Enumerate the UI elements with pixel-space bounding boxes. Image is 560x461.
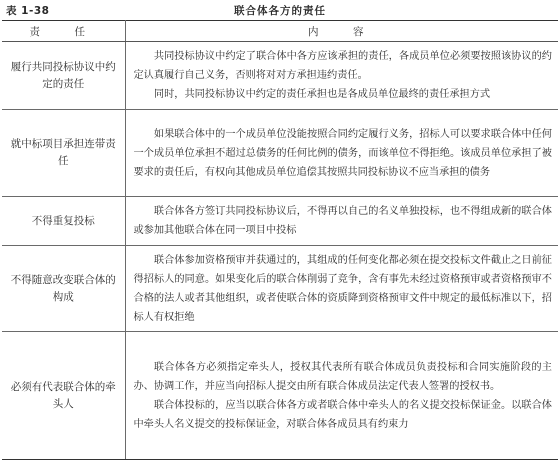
table-title: 联合体各方的责任 [234, 5, 326, 17]
content-paragraph: 联合体参加资格预审并获通过的，其组成的任何变化都必须在提交投标文件截止之日前征得招标人的同意。如果变化后的联合体削弱了竞争，含有事先未经过资格预审或者资格预审不合格的法人或者其他组织，或者使联合体的资质降到资格预审文件中规定的最低标准以下，招标人有权拒绝 [133, 254, 552, 323]
content-paragraph: 共同投标协议中约定了联合体中各方应该承担的责任，各成员单位必须要按照该协议的约定认真履行自己义务，否则将对对方承担违约责任。 [133, 51, 552, 81]
content-paragraph: 联合体各方必须指定牵头人，授权其代表所有联合体成员负责投标和合同实施阶段的主办、协调工作，并应当向招标人提交由所有联合体成员法定代表人签署的授权书。 [133, 361, 552, 392]
table-row [2, 332, 558, 460]
table-row [2, 42, 558, 110]
header-row [2, 21, 558, 42]
content-cell [125, 246, 558, 332]
content-cell [125, 197, 558, 246]
content-paragraph: 联合体投标的，应当以联合体各方或者联合体中牵头人的名义提交投标保证金。以联合体中牵头人名义提交的投标保证金，对联合体各成员具有约束力 [133, 399, 552, 430]
header-responsibility: 责 任 [2, 21, 125, 42]
table-row [2, 110, 558, 197]
content-cell [125, 332, 558, 460]
content-paragraph: 同时，共同投标协议中约定的责任承担也是各成员单位最终的责任承担方式 [153, 89, 491, 100]
content-cell [125, 42, 558, 110]
table-row [2, 246, 558, 332]
responsibility-cell: 必须有代表联合体的牵头人 [2, 332, 125, 460]
responsibility-cell: 不得重复投标 [2, 197, 125, 246]
table-caption [0, 0, 560, 20]
responsibility-cell: 就中标项目承担连带责任 [2, 110, 125, 197]
content-cell [125, 110, 558, 197]
header-content: 内 容 [125, 21, 558, 42]
content-paragraph: 联合体各方签订共同投标协议后，不得再以自己的名义单独投标，也不得组成新的联合体或参加其他联合体在同一项目中投标 [133, 206, 552, 236]
responsibility-table [2, 20, 558, 460]
responsibility-cell: 履行共同投标协议中约定的责任 [2, 42, 125, 110]
responsibility-cell: 不得随意改变联合体的构成 [2, 246, 125, 332]
table-number: 表 1-38 [6, 5, 50, 17]
content-paragraph: 如果联合体中的一个成员单位没能按照合同约定履行义务，招标人可以要求联合体中任何一个成员单位承担不超过总债务的任何比例的债务，而该单位不得拒绝。该成员单位承担了被要求的责任后，有权向其他成员单位追偿其按照共同投标协议不应当承担的债务 [133, 128, 552, 178]
table-row [2, 197, 558, 246]
